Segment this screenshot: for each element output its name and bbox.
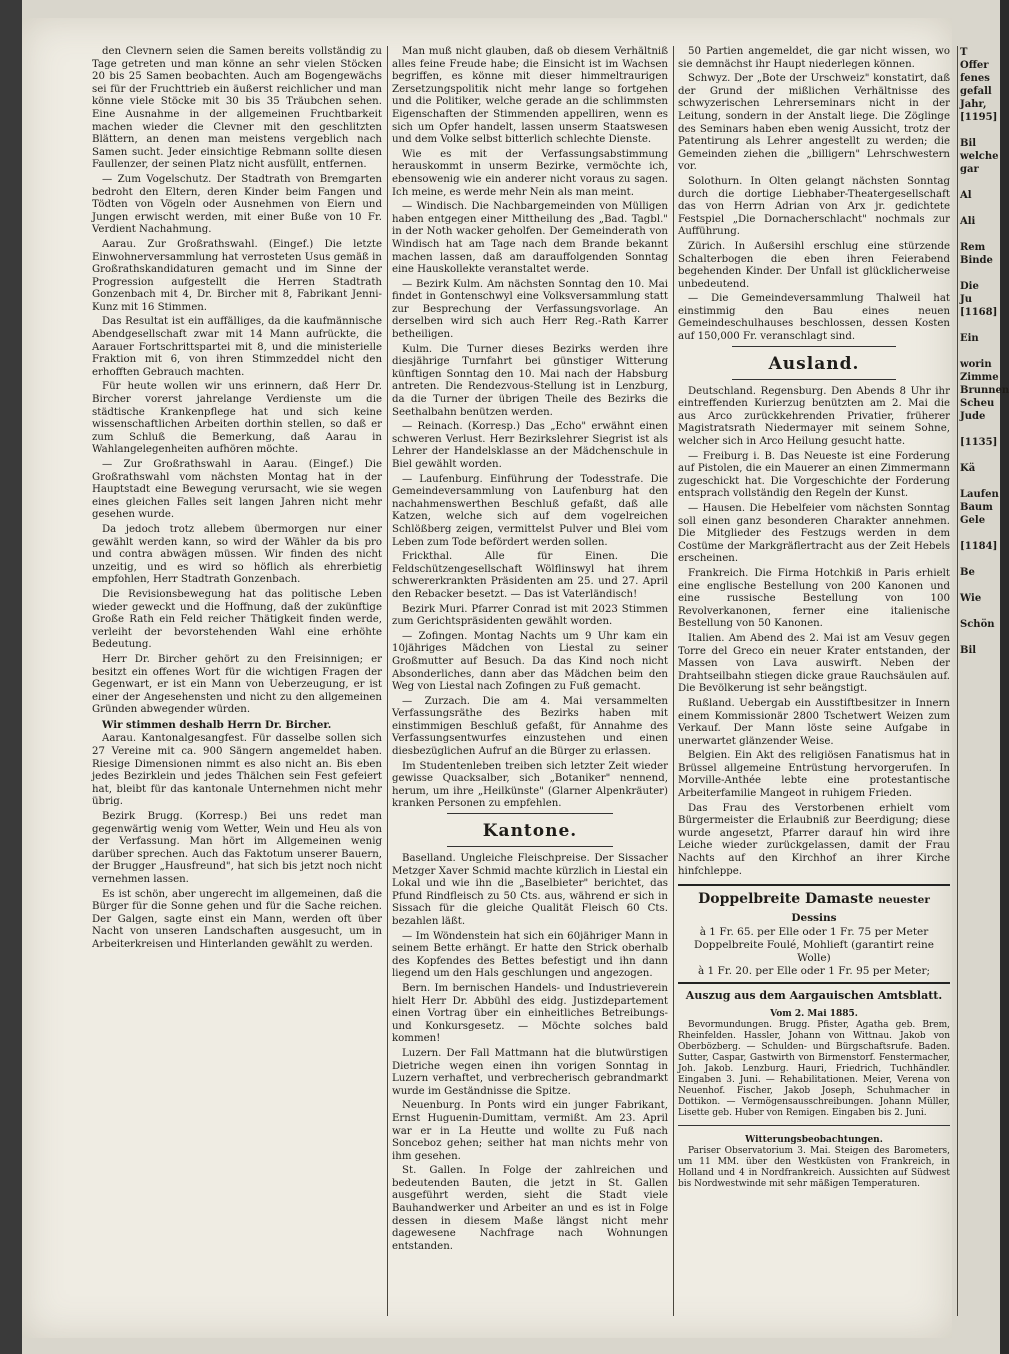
section-rule xyxy=(732,346,895,347)
clipped-fragment: fenes xyxy=(960,73,990,84)
ad-product-line: Doppelbreite Foulé, Mohlieft (garantirt reine Wolle) xyxy=(694,939,934,965)
section-rule xyxy=(447,846,613,847)
clipped-fragment: gar xyxy=(960,164,979,175)
clipped-fragment: gefall xyxy=(960,86,992,97)
clipped-fragment xyxy=(960,631,1000,644)
section-heading-ausland: Ausland. xyxy=(768,353,860,374)
clipped-fragment xyxy=(960,579,1000,592)
clipped-fragment: welche xyxy=(960,151,999,162)
clipped-fragment xyxy=(960,553,1000,566)
ad-price-line: à 1 Fr. 65. per Elle oder 1 Fr. 75 per Meter xyxy=(699,926,929,939)
clipped-fragment: Scheu xyxy=(960,398,995,409)
section-heading-kantone: Kantone. xyxy=(482,821,578,842)
column-2 xyxy=(392,46,668,1316)
article-paragraph: — Im Wöndenstein hat sich ein 60jähriger Mann in seinem Bette erhängt. Er hatte den Strick oberhalb des Kopfendes des Bettes befestigt und ihn dann liegend um den Hals geschlungen und angezogen. xyxy=(392,930,668,980)
article-paragraph: Frankreich. Die Firma Hotchkiß in Paris erhielt eine englische Bestellung von 200 Kanonen und eine russische Bestellung von 100 Revolverkanonen, ferner eine italienische Bestellung von 50 Kanonen. xyxy=(678,567,950,630)
article-paragraph: — Laufenburg. Einführung der Todesstrafe. Die Gemeindeversammlung von Laufenburg hat den nachahmenswerthen Beschluß gefaßt, daß alle Katzen, welche sich auf dem vogelreichen Schlößberg zeigen, vermittelst Pulver und Blei vom Leben zum Tode befördert werden sollen. xyxy=(392,473,668,548)
column-1 xyxy=(92,46,382,1316)
column-rule xyxy=(387,46,388,1316)
clipped-fragment xyxy=(960,267,1000,280)
amtsblatt-heading: Auszug aus dem Aargauischen Amtsblatt. xyxy=(685,989,943,1003)
clipped-fragment: Be xyxy=(960,567,975,578)
article-paragraph: Man muß nicht glauben, daß ob diesem Verhältniß alles feine Freude habe; die Einsicht ist im Wachsen begriffen, es könne mit dieser himmeltraurigen Zersetzungspolitik nicht mehr lange so fortgehen und die Politiker, welche gerade an die schlimmsten Eigenschaften der Stimmenden appelliren, wenn es sich um Opfer handelt, lassen unserm Staatswesen und dem Volke selbst bitterlich schlechte Dienste. xyxy=(392,46,668,146)
article-paragraph: Bezirk Brugg. (Korresp.) Bei uns redet man gegenwärtig wenig vom Wetter, Wein und Heu als von der Verfassung. Man hört im Allgemeinen wenig darüber sprechen. Auch das Faktotum unserer Bauern, der Brugger „Hausfreund", hat sich bis jetzt noch nicht vernehmen lassen. xyxy=(92,811,382,885)
article-paragraph: Für heute wollen wir uns erinnern, daß Herr Dr. Bircher vorerst jahrelange Verdienste um die städtische Krankenpflege hat und sich keine wissenschaftlichen Arbeiten dorthin stellen, so daß er zum Schluß die Bemerkung, daß Aarau in Wahlangelegenheiten aufhören möchte. xyxy=(92,381,382,456)
clipped-fragment: [1135] xyxy=(960,437,998,448)
amtsblatt-text: Bevormundungen. Brugg. Pfister, Agatha geb. Brem, Rheinfelden. Hassler, Johann von Wittnau. Jakob von Oberbözberg. — Schulden- und Bürgschaftsrufe. Baden. Sutter, Caspar, Gastwirth von Birmenstorf. Fenstermacher, Joh. Jakob. Lenzburg. Hauri, Friedrich, Tuchhändler. Eingaben 3. Juni. — Rehabilitationen. Meier, Verena von Neuenhof. Fischer, Jakob Joseph, Schuhmacher in Dottikon. — Vermögensausschreibungen. Johann Müller, Lisette geb. Huber von Remigen. Eingaben bis 2. Juni. xyxy=(678,1019,950,1118)
ad-title: Doppelbreite Damaste xyxy=(698,891,874,908)
clipped-fragment: worin xyxy=(960,359,992,370)
clipped-fragment: Jahr, xyxy=(960,99,987,110)
article-paragraph: — Bezirk Kulm. Am nächsten Sonntag den 10. Mai findet in Gontenschwyl eine Volksversammlung statt zur Besprechung der Verfassungsvorlage. An derselben wird sich auch Herr Reg.-Rath Karrer betheiligen. xyxy=(392,278,668,341)
column-rule xyxy=(957,46,958,1316)
article-paragraph: Das Frau des Verstorbenen erhielt vom Bürgermeister die Erlaubniß zur Beerdigung; diese wurde angesetzt, Pfarrer darauf hin wird ihre Leiche wieder zurückgelassen, damit der Frau Nachts auf den Kirchhof an ihrer Kirche hinfchleppe. xyxy=(678,802,950,877)
section-rule xyxy=(447,813,613,814)
clipped-fragment xyxy=(960,202,1000,215)
article-paragraph: Das Resultat ist ein auffälliges, da die kaufmännische Abendgesellschaft zwar mit 14 Mann aufrückte, die Aarauer Fortschrittspartei mit 8, und die ministerielle Fraktion mit 6, von ihren Stimmzeddel nicht den erhofften Gebrauch machten. xyxy=(92,316,382,378)
clipped-fragment xyxy=(960,124,1000,137)
article-paragraph: Im Studentenleben treiben sich letzter Zeit wieder gewisse Quacksalber, sich „Botaniker" nennend, herum, um ihre „Heilkünste" (Glarner Alpenkräuter) kranken Personen zu empfehlen. xyxy=(392,760,668,810)
clipped-fragment: T xyxy=(960,47,968,58)
article-paragraph: — Reinach. (Korresp.) Das „Echo" erwähnt einen schweren Verlust. Herr Bezirkslehrer Siegrist ist als Lehrer der Handelsklasse an der Mädchenschule in Biel gewählt worden. xyxy=(392,421,668,470)
article-paragraph: — Zurzach. Die am 4. Mai versammelten Verfassungsräthe des Bezirks haben mit einstimmigen Beschluß gefaßt, für Annahme des Verfassungsentwurfes einzustehen und einen diesbezüglichen Aufruf an die Bürger zu erlassen. xyxy=(392,695,668,758)
article-paragraph: Kulm. Die Turner dieses Bezirks werden ihre diesjährige Turnfahrt bei günstiger Witterung künftigen Sonntag den 10. Mai nach der Habsburg antreten. Die Rendezvous-Stellung ist in Lenzburg, da die Turner der übrigen Theile des Bezirks die Seethalbahn benützen werden. xyxy=(392,343,668,418)
clipped-fragment xyxy=(960,527,1000,540)
weather-section xyxy=(678,1125,950,1190)
amtsblatt-date: Vom 2. Mai 1885. xyxy=(770,1008,858,1019)
clipped-fragment xyxy=(960,475,1000,488)
clipped-fragment: Ju xyxy=(960,294,973,305)
article-paragraph: Wie es mit der Verfassungsabstimmung herauskommt in unserm Bezirke, vermöchte ich, ebensowenig wie ein anderer nicht voraus zu sagen. Ich meine, es werde mehr Nein als man meint. xyxy=(392,148,668,198)
article-paragraph: — Zur Großrathswahl in Aarau. (Eingef.) Die Großrathswahl vom nächsten Montag hat in der Hauptstadt eine Bewegung verursacht, wie sie wegen eines gleichen Falles seit langen Jahren nicht mehr gesehen wurde. xyxy=(92,459,382,521)
article-paragraph: — Zofingen. Montag Nachts um 9 Uhr kam ein 10jähriges Mädchen von Liestal zu seiner Großmutter auf Besuch. Da das Kind noch nicht Absonderliches, dann aber das Mädchen beim den Weg von Liestal nach Zofingen zu Fuß gemacht. xyxy=(392,630,668,693)
article-paragraph: Bezirk Muri. Pfarrer Conrad ist mit 2023 Stimmen zum Gerichtspräsidenten gewählt worden. xyxy=(392,603,668,628)
clipped-fragment xyxy=(960,449,1000,462)
clipped-fragment: Ali xyxy=(960,216,976,227)
weather-text: Pariser Observatorium 3. Mai. Steigen des Barometers, um 11 MM. über den Westküsten von Frankreich, in Holland und 4 in Nordfrankreich. Aussichten auf Südwest bis Nordwestwinde mit sehr mäßigen Temperaturen. xyxy=(678,1145,950,1189)
article-paragraph: Aarau. Zur Großrathswahl. (Eingef.) Die letzte Einwohnerversammlung hat verrosteten Usus gemäß in Großrathskandidaturen gemacht und im Sinne der Progression aufgestellt die Herren Stadtrath Gonzenbach mit 4, Dr. Bircher mit 8, Fabrikant Jenni-Kunz mit 16 Stimmen. xyxy=(92,238,382,313)
clipped-fragment xyxy=(960,176,1000,189)
scan-dark-margin xyxy=(0,0,22,1354)
article-paragraph: Solothurn. In Olten gelangt nächsten Sonntag durch die dortige Liebhaber-Theatergesellschaft das von Herrn Adrian von Arx jr. gedichtete Festspiel „Die Dornacherschlacht" nochmals zur Aufführung. xyxy=(678,175,950,238)
article-paragraph: Frickthal. Alle für Einen. Die Feldschützengesellschaft Wölflinswyl hat ihrem schwererkrankten Präsidenten am 25. und 27. April den Rebacker besetzt. — Das ist Vaterländisch! xyxy=(392,551,668,600)
column-3 xyxy=(678,46,950,1316)
article-paragraph: Neuenburg. In Ponts wird ein junger Fabrikant, Ernst Huguenin-Dumittam, vermißt. Am 23. April war er in La Heutte und wollte zu Fuß nach Sonceboz gehen; seither hat man nichts mehr von ihm gesehen. xyxy=(392,1100,668,1162)
article-paragraph: Da jedoch trotz allebem übermorgen nur einer gewählt werden kann, so wird der Wähler da bis pro und contra abwägen müssen. Wir finden des nicht unzeitig, und es wird so höflich als ehrerbietig empfohlen, Herr Stadtrath Gonzenbach. xyxy=(92,523,382,586)
clipped-fragment: Baum xyxy=(960,502,993,513)
clipped-fragment: Kä xyxy=(960,463,976,474)
clipped-fragment xyxy=(960,228,1000,241)
clipped-fragment: Offer xyxy=(960,60,989,71)
clipped-fragment: Schön xyxy=(960,619,995,630)
clipped-fragment: [1195] xyxy=(960,112,998,123)
article-paragraph: Baselland. Ungleiche Fleischpreise. Der Sissacher Metzger Xaver Schmid machte kürzlich in Liestal ein Lokal und wie ihn die „Baselbieter" berichtet, das Pfund Rindfleisch zu 50 Cts. aus, während er sich in Sissach für die gleiche Qualität Fleisch 60 Cts. bezahlen läßt. xyxy=(392,853,668,927)
article-paragraph: — Die Gemeindeversammlung Thalweil hat einstimmig den Bau eines neuen Gemeindeschulhauses beschlossen, dessen Kosten auf 150,000 Fr. veranschlagt sind. xyxy=(678,293,950,343)
damask-advertisement xyxy=(678,884,950,984)
clipped-fragment: Laufen xyxy=(960,489,999,500)
article-paragraph: den Clevnern seien die Samen bereits vollständig zu Tage getreten und man könne an sehr vielen Stöcken 20 bis 25 Samen beobachten. Auch am Bogengewächs sei für der Fruchttrieb ein äußerst reichlicher und man könne viele Stöcke mit 30 bis 35 Träubchen sehen. Eine Ausnahme in der allgemeinen Fruchtbarkeit machen wieder die Clevner mit den geschlitzten Blättern, an denen man meistens vergeblich nach Samen sucht. Jeder einsichtige Rebmann sollte diesen Faullenzer, der seinen Platz nicht ausfüllt, entfernen. xyxy=(92,46,382,171)
clipped-fragment: Ein xyxy=(960,333,979,344)
clipped-right-column xyxy=(960,46,1009,1316)
article-paragraph: Aarau. Kantonalgesangfest. Für dasselbe sollen sich 27 Vereine mit ca. 900 Sängern angemeldet haben. Riesige Dimensionen nimmt es also nicht an. Bis eben jedes Bezirklein und jedes Thälchen sein Fest gefeiert hat, bleibt für das kantonale Unternehmen nicht mehr übrig. xyxy=(92,733,382,808)
clipped-fragment: [1168] xyxy=(960,307,998,318)
article-paragraph: — Hausen. Die Hebelfeier vom nächsten Sonntag soll einen ganz besonderen Charakter annehmen. Die Mitglieder des Festzugs werden in dem Costüme der Markgräflertracht aus der Zeit Hebels erscheinen. xyxy=(678,503,950,565)
article-paragraph: Zürich. In Außersihl erschlug eine stürzende Schalterbogen die eben ihren Feierabend begehenden Kinder. Der Unfall ist glücklicherweise unbedeutend. xyxy=(678,240,950,290)
clipped-fragment xyxy=(960,345,1000,358)
article-paragraph: Schwyz. Der „Bote der Urschweiz" konstatirt, daß der Grund der mißlichen Verhältnisse des schwyzerischen Lehrerseminars nicht in der Leitung, sondern in der Anstalt liege. Die Zöglinge des Seminars haben eben wenig Aussicht, trotz der Patentirung als Lehrer angestellt zu werden; die Gemeinden ziehen die „billigern" Lehrschwestern vor. xyxy=(678,73,950,173)
clipped-fragment xyxy=(960,423,1000,436)
clipped-fragment: Al xyxy=(960,190,972,201)
clipped-fragment xyxy=(960,605,1000,618)
clipped-fragment: Jude xyxy=(960,411,986,422)
section-rule xyxy=(732,379,895,380)
article-paragraph: Rußland. Uebergab ein Ausstiftbesitzer in Innern einem Kommissionär 2800 Tschetwert Weizen zum Verkauf. Der Mann löste seine Aufgabe in unerwartet glänzender Weise. xyxy=(678,697,950,747)
column-rule xyxy=(673,46,674,1316)
clipped-fragment: Rem xyxy=(960,242,986,253)
clipped-fragment: Gele xyxy=(960,515,986,526)
clipped-fragment: Zimme xyxy=(960,372,999,383)
clipped-fragment: Die xyxy=(960,281,979,292)
clipped-fragment: Bil xyxy=(960,645,977,656)
clipped-fragment: [1184] xyxy=(960,541,998,552)
article-paragraph: — Zum Vogelschutz. Der Stadtrath von Bremgarten bedroht den Eltern, deren Kinder beim Fangen und Tödten von Vögeln oder Ausnehmen von Eiern und Jungen erwischt werden, mit einer Buße von 10 Fr. Verdient Nachahmung. xyxy=(92,173,382,236)
article-paragraph: Italien. Am Abend des 2. Mai ist am Vesuv gegen Torre del Greco ein neuer Krater entstanden, der Massen von Lava auswirft. Neben der Drahtseilbahn stiegen dicke graue Rauchsäulen auf. Die Bevölkerung ist sehr beängstigt. xyxy=(678,632,950,695)
weather-heading: Witterungsbeobachtungen. xyxy=(745,1134,883,1145)
article-paragraph: Die Revisionsbewegung hat das politische Leben wieder geweckt und die Hoffnung, daß der zukünftige Große Rath ein Feld reicher Thätigkeit finden werde, verleiht der bevorstehenden Wahl eine erhöhte Bedeutung. xyxy=(92,588,382,651)
article-paragraph: Luzern. Der Fall Mattmann hat die blutwürstigen Dietriche wegen einen ihn vorigen Sonntag in Luzern verhaftet, und verbrecherisch gebrandmarkt wurde im Geständnisse die Spitze. xyxy=(392,1047,668,1097)
article-paragraph: — Freiburg i. B. Das Neueste ist eine Forderung auf Pistolen, die ein Mauerer an einen Zimmermann zugeschickt hat. Die Vorgeschichte der Forderung entsprach vollständig den Regeln der Kunst. xyxy=(678,450,950,500)
article-paragraph: Wir stimmen deshalb Herrn Dr. Bircher. xyxy=(102,718,332,731)
article-paragraph: Herr Dr. Bircher gehört zu den Freisinnigen; er besitzt ein offenes Wort für die wichtigen Fragen der Gegenwart, er ist ein Mann von Ueberzeugung, er ist einer der Angesehensten und nicht zu den allgemeinen Gründen abwegender würden. xyxy=(92,653,382,716)
clipped-fragment: Brunnen xyxy=(960,385,1009,396)
article-paragraph: 50 Partien angemeldet, die gar nicht wissen, wo sie demnächst ihr Haupt niederlegen können. xyxy=(678,46,950,70)
clipped-fragment xyxy=(960,319,1000,332)
article-paragraph: Bern. Im bernischen Handels- und Industrieverein hielt Herr Dr. Abbühl des eidg. Justizdepartement einen Vortrag über ein einheitliches Betreibungs- und Konkursgesetz. — Möchte solches bald kommen! xyxy=(392,982,668,1045)
article-paragraph: Es ist schön, aber ungerecht im allgemeinen, daß die Bürger für die Sonne gehen und für die Sache reichen. Der Galgen, sagte einst ein Mann, werden oft über Nacht von unseren Landschaften ausgesucht, um in Arbeiterkreisen und Hinterlanden gewählt zu werden. xyxy=(92,888,382,950)
clipped-fragment: Bil xyxy=(960,138,977,149)
article-paragraph: Belgien. Ein Akt des religiösen Fanatismus hat in Brüssel allgemeine Entrüstung hervorgerufen. In Morville-Anthée lebte eine protestantische Arbeiterfamilie Mangeot in ruhigem Frieden. xyxy=(678,750,950,800)
ad-price-line: à 1 Fr. 20. per Elle oder 1 Fr. 95 per Meter; xyxy=(697,965,931,978)
clipped-fragment: Binde xyxy=(960,255,993,266)
article-paragraph: Deutschland. Regensburg. Den Abends 8 Uhr ihr eintreffenden Kurierzug benützten am 2. Mai die aus Arco zurückkehrenden Privatier, früherer Magistratsrath Niedermayer mit seinem Sohne, welcher sich in Arco Heilung gesucht hatte. xyxy=(678,385,950,448)
clipped-fragment: Wie xyxy=(960,593,982,604)
article-paragraph: — Windisch. Die Nachbargemeinden von Mülligen haben entgegen einer Mittheilung des „Bad. Tagbl." in der Noth wacker geholfen. Der Gemeinderath von Windisch hat am Tage nach dem Brande bekannt machen lassen, daß am darauffolgenden Sonntag eine Hauskollekte veranstaltet werde. xyxy=(392,201,668,276)
article-paragraph: St. Gallen. In Folge der zahlreichen und bedeutenden Bauten, die jetzt in St. Gallen ausgeführt werden, sieht die Stadt viele Bauhandwerker und Arbeiter an und es ist in Folge dessen in diesem Maße längst nicht mehr dagewesene Nachfrage nach Wohnungen entstanden. xyxy=(392,1165,668,1252)
ad-title-suffix: neuester Dessins xyxy=(791,894,930,925)
